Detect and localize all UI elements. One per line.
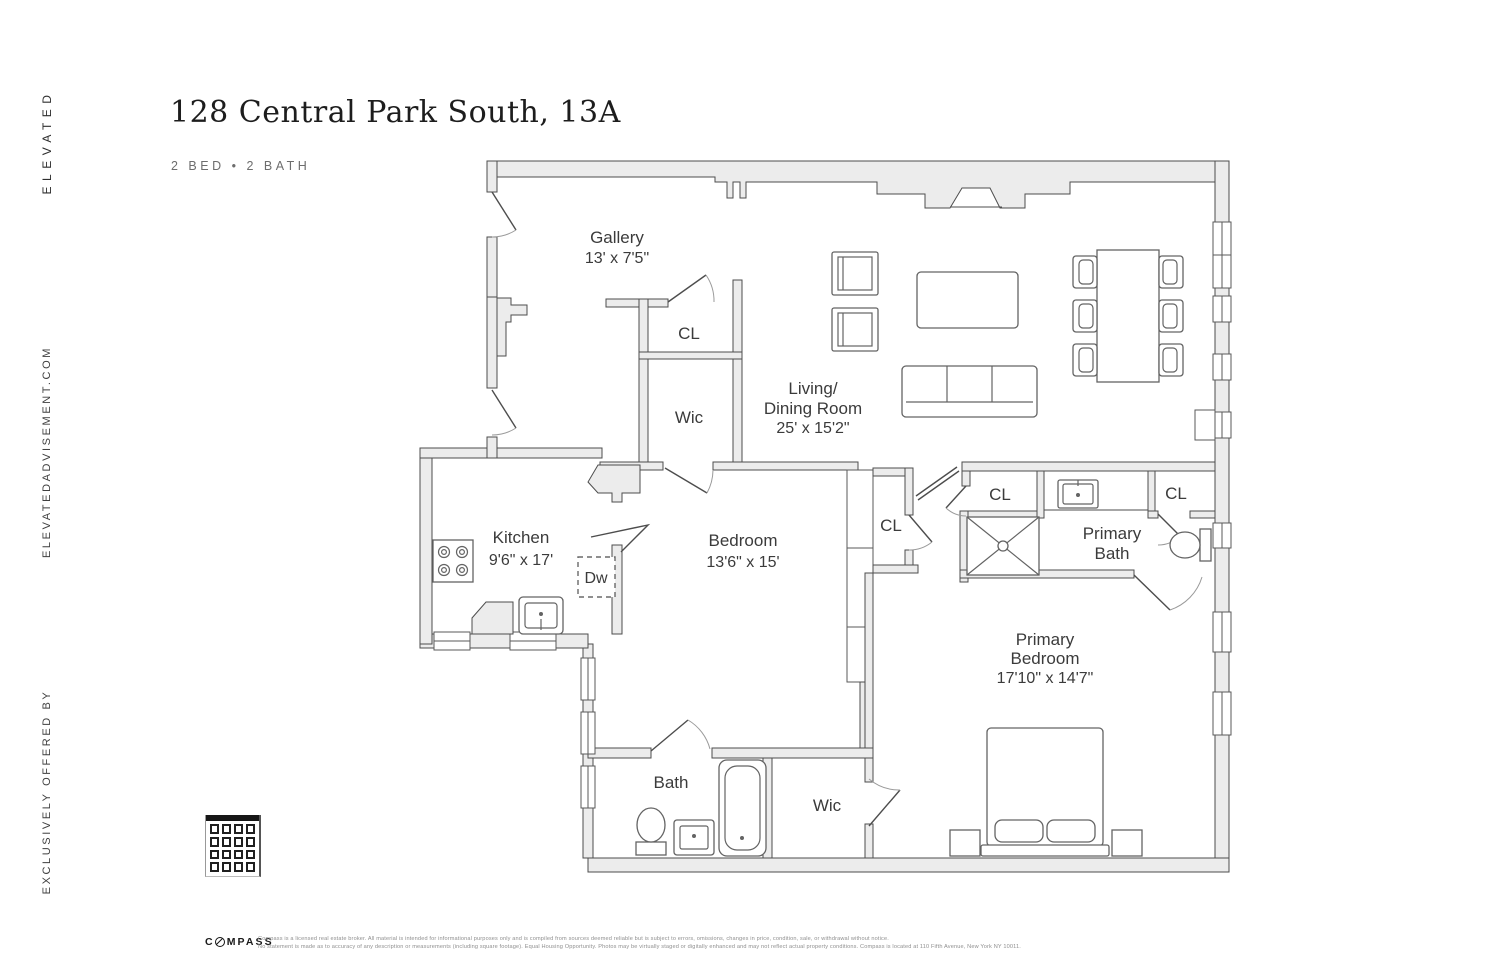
bedroom-closet-door [909,515,932,550]
window-west-bedroom [581,658,595,808]
primary-hall-leaf [916,467,959,500]
label-primary-bedroom-1: Primary [1015,630,1075,649]
sidebar-offered-by-vertical: EXCLUSIVELY OFFERED BY [41,689,53,895]
building-windows [206,821,259,875]
bed-bath-subtitle: 2 BED • 2 BATH [171,159,311,173]
bedroom-hall-door [665,468,713,493]
kitchen-sink [519,597,563,634]
armchair [832,252,878,295]
dining-table [1097,250,1159,382]
bed [981,728,1109,856]
compass-o-icon [215,937,225,947]
label-bedroom: Bedroom [708,531,778,550]
disclaimer-line-2: No statement is made as to accuracy of any description or measurements (including square footage). Equal Housing Opportunity. Photos may be virtually staged or digitally enhanced and may not reflect actual property conditions. Compass is located at 110 Fifth Avenue, New York NY 10011. [258,944,1021,950]
page-title: 128 Central Park South, 13A [170,95,621,130]
label-dishwasher: Dw [584,570,608,587]
compass-logo-c: C [205,936,215,948]
disclaimer-line-1: Compass is a licensed real estate broker. All material is intended for informational purposes only and is compiled from sources deemed reliable but is subject to errors, omissions, changes in price, condition, sale, or withdrawal without notice. [258,936,889,942]
label-wic-upper: Wic [674,408,704,427]
primary-bedroom-furniture [950,728,1142,856]
primary-sink [1058,480,1098,508]
toilet [636,808,666,855]
armchair [832,308,878,351]
label-primary-bath-2: Bath [1094,544,1130,563]
stove [433,540,473,582]
living-furniture [832,250,1183,417]
nightstand [1112,830,1142,856]
label-living-1: Living/ [788,379,838,398]
sidebar-brand-vertical: ELEVATED [40,89,54,195]
label-cl-hall: CL [989,485,1011,504]
label-gallery: Gallery [590,228,644,247]
label-bath: Bath [653,773,689,792]
gallery-entry-door [492,192,516,237]
label-cl-upper: CL [678,324,700,343]
label-primary-bedroom-dims: 17'10" x 14'7" [996,670,1094,687]
sofa [902,366,1037,417]
label-bedroom-dims: 13'6" x 15' [706,554,780,571]
label-wic-lower: Wic [812,796,842,815]
wic-lower-door [869,779,900,826]
label-gallery-dims: 13' x 7'5" [584,250,650,267]
label-living-dims: 25' x 15'2" [776,420,850,437]
closet-upper-door [668,275,714,302]
bath-sink [674,820,714,855]
sidebar-website-vertical: ELEVATEDADVISEMENT.COM [41,345,53,559]
coffee-table [917,272,1018,328]
building-icon [205,815,261,877]
gallery-second-door [492,390,516,435]
label-kitchen-dims: 9'6" x 17' [488,552,554,569]
label-primary-bath-1: Primary [1082,524,1142,543]
bath-door [651,720,710,751]
nightstand [950,830,980,856]
shower [967,517,1039,575]
label-living-2: Dining Room [763,399,863,418]
label-cl-bedroom: CL [880,516,902,535]
primary-toilet [1170,529,1211,561]
label-primary-bedroom-2: Bedroom [1010,649,1080,668]
bathtub [719,760,766,856]
label-cl-bath: CL [1165,484,1187,503]
kitchen-counter [472,602,513,634]
floorplan-drawing [410,150,1240,880]
primary-bath-door [1134,575,1202,610]
label-kitchen: Kitchen [492,528,550,547]
compass-logo-rest: MPASS [226,936,274,948]
